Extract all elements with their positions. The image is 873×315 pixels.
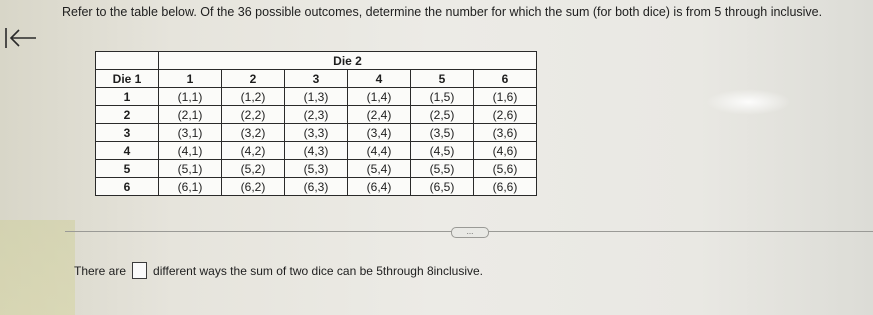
question-prompt: Refer to the table below. Of the 36 possible outcomes, determine the number for which the sum (for both dice) is from 5 through inclusive. [62, 5, 823, 19]
table-row [96, 160, 537, 178]
outcome-cell: (4,4) [348, 142, 411, 160]
outcome-cell: (5,2) [222, 160, 285, 178]
outcome-cell: (2,6) [474, 106, 537, 124]
column-header: 2 [222, 70, 285, 88]
answer-suffix: different ways the sum of two dice can be 5through 8inclusive. [153, 263, 483, 278]
row-header: 1 [96, 88, 159, 106]
outcomes-table [95, 51, 537, 196]
outcome-cell: (6,3) [285, 178, 348, 196]
outcome-cell: (4,1) [159, 142, 222, 160]
outcome-cell: (4,3) [285, 142, 348, 160]
outcomes-table-container [95, 51, 537, 196]
outcome-cell: (3,1) [159, 124, 222, 142]
answer-prefix: There are [74, 263, 127, 278]
row-header: 3 [96, 124, 159, 142]
table-row [96, 142, 537, 160]
outcome-cell: (6,4) [348, 178, 411, 196]
outcome-cell: (6,5) [411, 178, 474, 196]
back-arrow-icon[interactable] [4, 25, 38, 51]
outcome-cell: (5,5) [411, 160, 474, 178]
outcome-cell: (5,1) [159, 160, 222, 178]
outcome-cell: (2,4) [348, 106, 411, 124]
outcome-cell: (5,4) [348, 160, 411, 178]
outcome-cell: (6,1) [159, 178, 222, 196]
outcome-cell: (1,4) [348, 88, 411, 106]
outcome-cell: (1,5) [411, 88, 474, 106]
row-header: 4 [96, 142, 159, 160]
column-header: 4 [348, 70, 411, 88]
outcome-cell: (5,6) [474, 160, 537, 178]
table-row [96, 124, 537, 142]
outcome-cell: (1,6) [474, 88, 537, 106]
outcome-cell: (3,3) [285, 124, 348, 142]
outcome-cell: (1,2) [222, 88, 285, 106]
outcome-cell: (1,3) [285, 88, 348, 106]
outcome-cell: (4,2) [222, 142, 285, 160]
outcome-cell: (3,6) [474, 124, 537, 142]
outcome-cell: (3,4) [348, 124, 411, 142]
outcome-cell: (2,3) [285, 106, 348, 124]
outcome-cell: (6,6) [474, 178, 537, 196]
outcome-cell: (4,6) [474, 142, 537, 160]
row-header: 5 [96, 160, 159, 178]
outcome-cell: (4,5) [411, 142, 474, 160]
column-header: 5 [411, 70, 474, 88]
outcome-cell: (2,5) [411, 106, 474, 124]
outcome-cell: (3,5) [411, 124, 474, 142]
die-2-header: Die 2 [159, 52, 537, 70]
die-1-header: Die 1 [96, 70, 159, 88]
left-shade [0, 220, 75, 315]
table-body [96, 88, 537, 196]
row-header: 6 [96, 178, 159, 196]
column-header: 1 [159, 70, 222, 88]
row-header: 2 [96, 106, 159, 124]
answer-input[interactable] [132, 262, 147, 279]
column-header: 6 [474, 70, 537, 88]
answer-sentence [74, 262, 483, 279]
outcome-cell: (1,1) [159, 88, 222, 106]
table-row [96, 88, 537, 106]
expand-more-button[interactable]: ... [451, 227, 489, 238]
outcome-cell: (5,3) [285, 160, 348, 178]
table-corner-blank [96, 52, 159, 70]
table-row [96, 178, 537, 196]
outcome-cell: (2,2) [222, 106, 285, 124]
outcome-cell: (6,2) [222, 178, 285, 196]
outcome-cell: (3,2) [222, 124, 285, 142]
outcome-cell: (2,1) [159, 106, 222, 124]
glare [706, 89, 791, 115]
column-header: 3 [285, 70, 348, 88]
table-row [96, 106, 537, 124]
